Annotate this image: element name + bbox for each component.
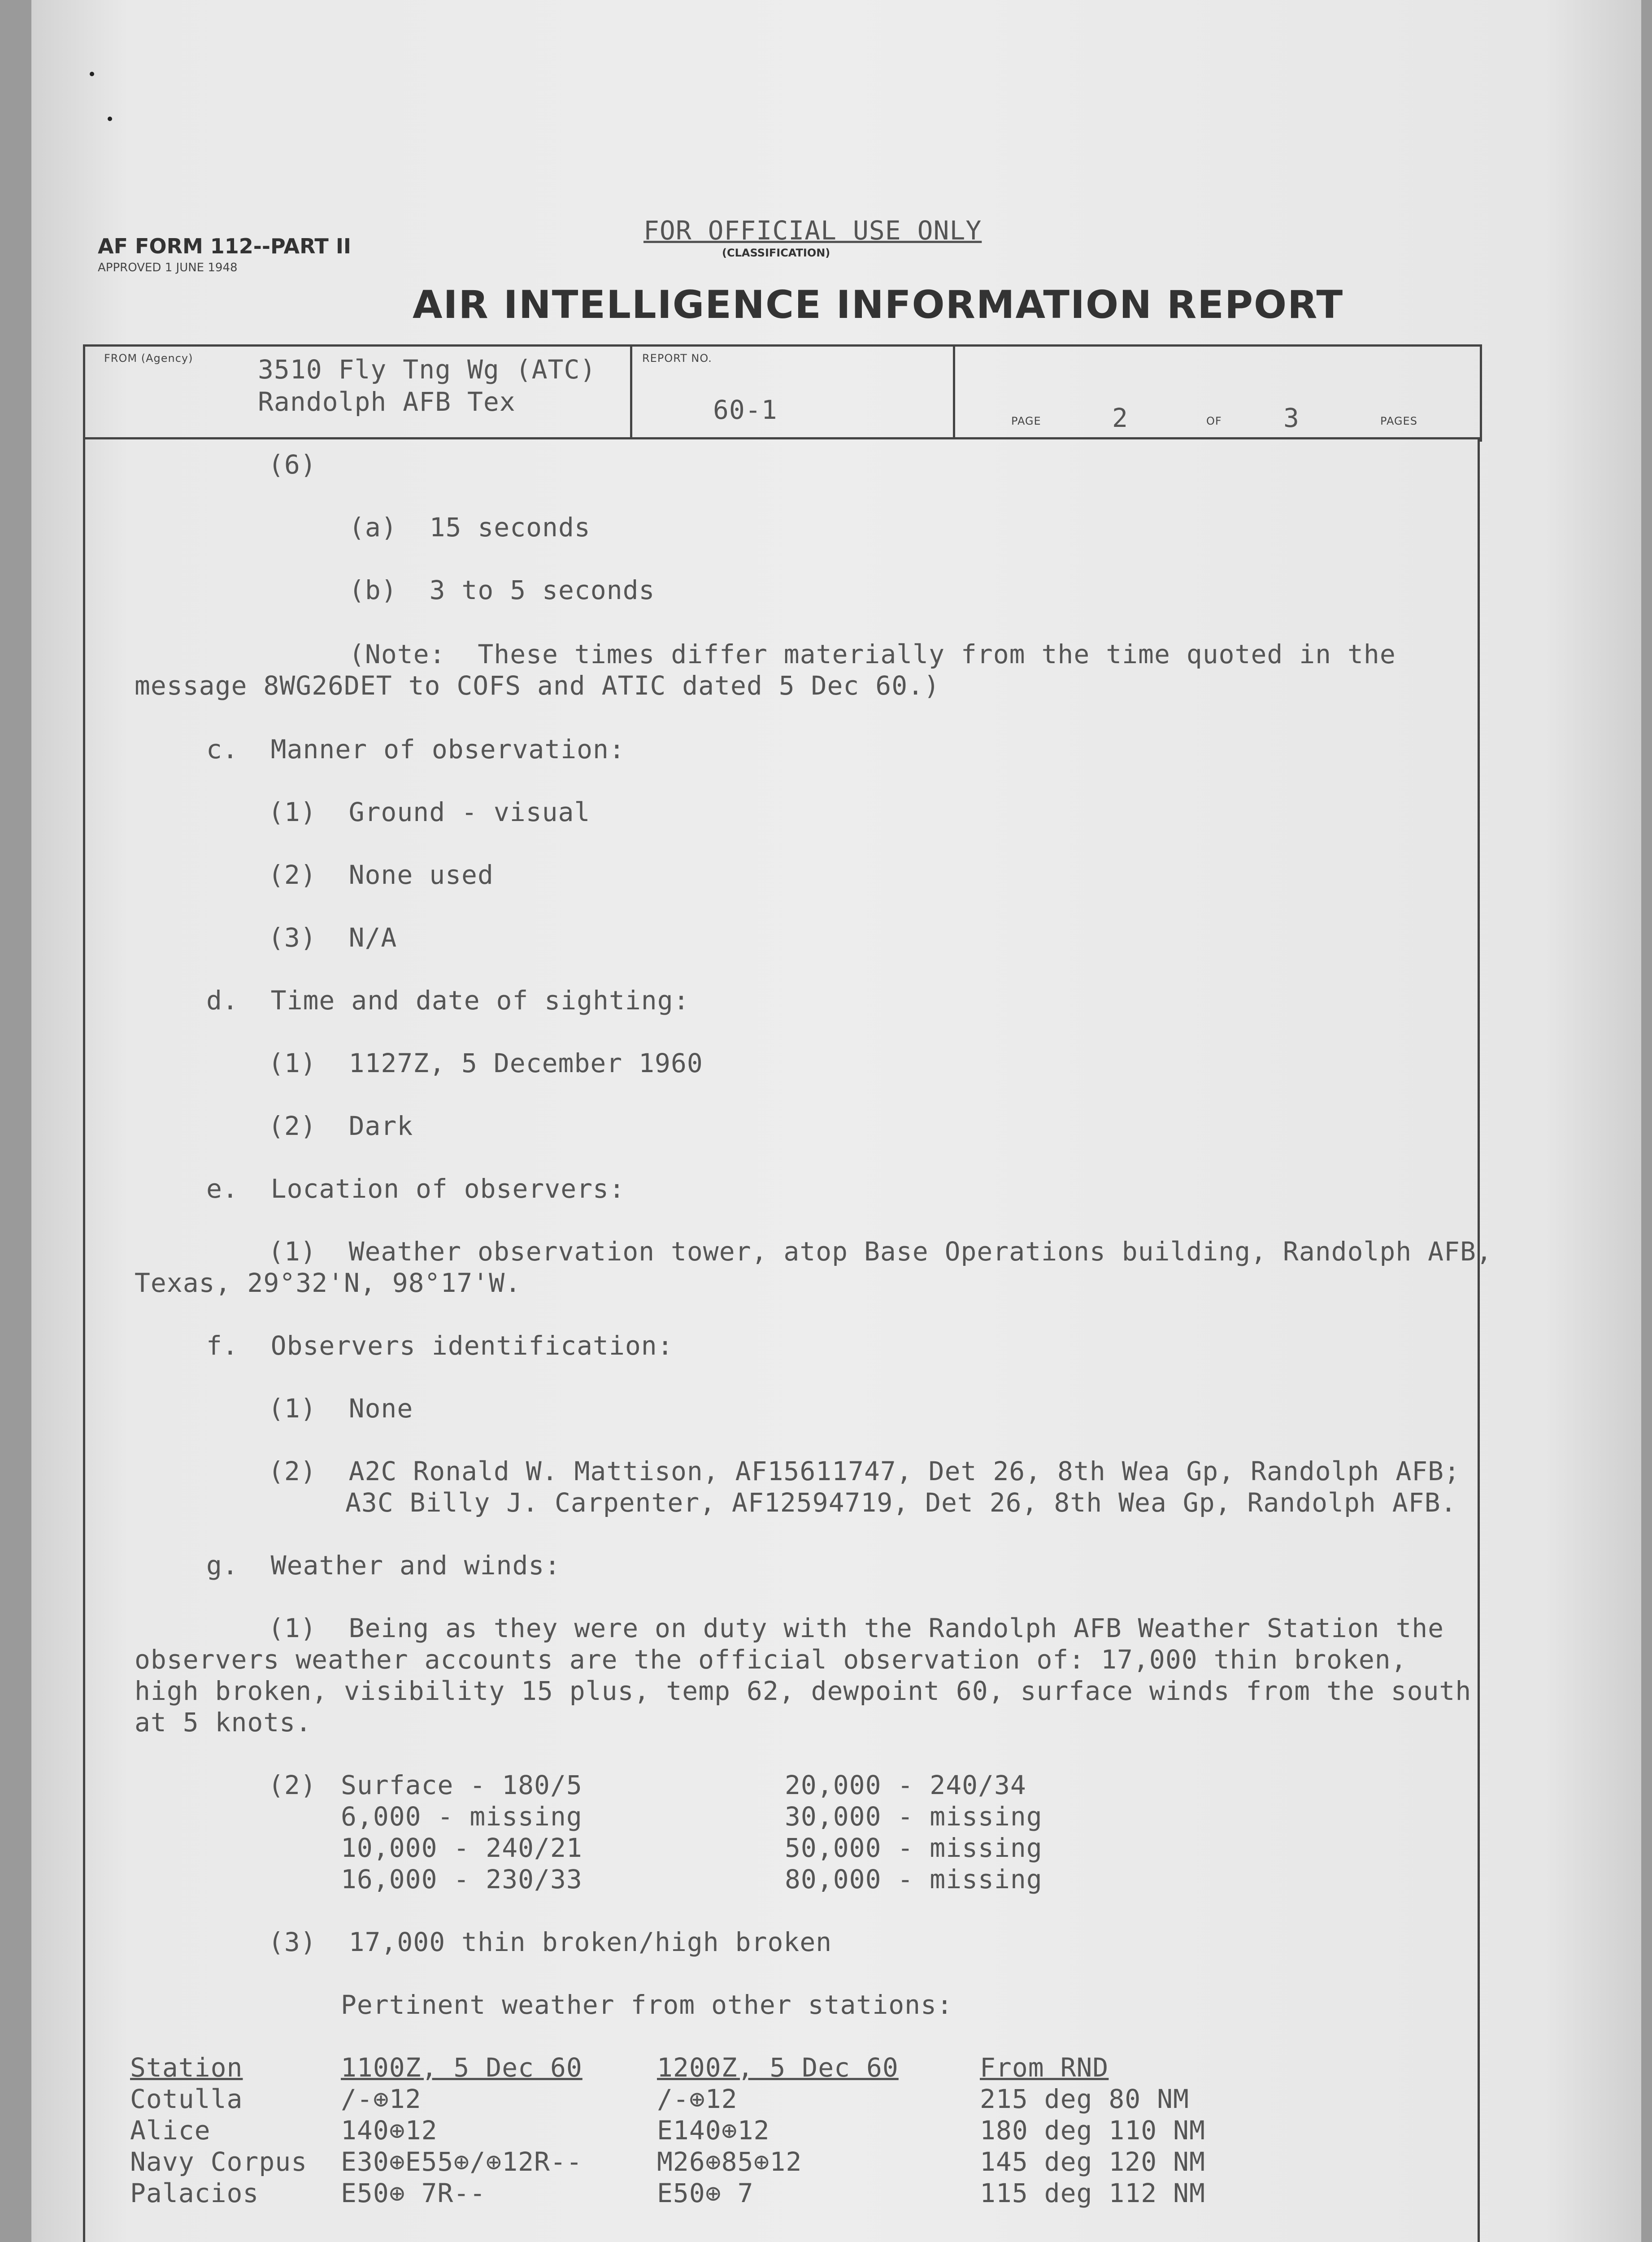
note-line2: message 8WG26DET to COFS and ATIC dated 5 Dec 60.)	[135, 670, 940, 701]
table-cell: 215 deg 80 NM	[980, 2084, 1189, 2114]
item-6: (6)	[268, 449, 317, 480]
from-line1: 3510 Fly Tng Wg (ATC)	[258, 354, 596, 385]
g-item-3: (3) 17,000 thin broken/high broken	[268, 1927, 832, 1957]
section-f-heading: f. Observers identification:	[206, 1330, 674, 1361]
winds-right-0: 20,000 - 240/34	[785, 1770, 1026, 1800]
item-6b: (b) 3 to 5 seconds	[349, 575, 655, 605]
table-cell: /-⊕12	[341, 2084, 422, 2114]
box-divider-2	[953, 344, 955, 439]
item-6a: (a) 15 seconds	[349, 512, 591, 543]
body-right-border	[1478, 437, 1480, 2242]
report-title: AIR INTELLIGENCE INFORMATION REPORT	[413, 282, 1344, 327]
c-item-2: (2) None used	[268, 860, 494, 890]
winds-left-1: 6,000 - missing	[341, 1801, 583, 1832]
table-header-from-rnd: From RND	[980, 2052, 1109, 2083]
pertinent-heading: Pertinent weather from other stations:	[341, 1990, 953, 2020]
section-e-heading: e. Location of observers:	[206, 1173, 625, 1204]
c-item-1: (1) Ground - visual	[268, 797, 591, 827]
g-item-1-line2: observers weather accounts are the official observation of: 17,000 thin broken,	[135, 1644, 1407, 1675]
table-cell: Palacios	[130, 2178, 259, 2208]
g-item-1-line3: high broken, visibility 15 plus, temp 62, dewpoint 60, surface winds from the south	[135, 1676, 1472, 1706]
winds-left-2: 10,000 - 240/21	[341, 1833, 583, 1863]
table-cell: 115 deg 112 NM	[980, 2178, 1205, 2208]
table-cell: M26⊕85⊕12	[657, 2146, 802, 2177]
page-number: 2	[1112, 403, 1128, 433]
f-item-2-line2: A3C Billy J. Carpenter, AF12594719, Det 26, 8th Wea Gp, Randolph AFB.	[345, 1487, 1457, 1518]
section-d-heading: d. Time and date of sighting:	[206, 985, 690, 1016]
of-label: OF	[1206, 415, 1222, 427]
report-no: 60-1	[713, 395, 778, 425]
page-total: 3	[1283, 403, 1300, 433]
body-left-border	[83, 437, 85, 2242]
pages-label: PAGES	[1380, 415, 1417, 427]
table-cell: /-⊕12	[657, 2084, 738, 2114]
table-cell: 145 deg 120 NM	[980, 2146, 1205, 2177]
g-item-1-line1: (1) Being as they were on duty with the Randolph AFB Weather Station the	[268, 1613, 1444, 1643]
from-label: FROM (Agency)	[104, 352, 193, 365]
table-cell: Cotulla	[130, 2084, 243, 2114]
f-item-1: (1) None	[268, 1393, 413, 1424]
c-item-3: (3) N/A	[268, 922, 397, 953]
from-line2: Randolph AFB Tex	[258, 387, 516, 417]
g-item-1-line4: at 5 knots.	[135, 1707, 312, 1738]
winds-left-0: Surface - 180/5	[341, 1770, 583, 1800]
winds-right-3: 80,000 - missing	[785, 1864, 1043, 1894]
form-id: AF FORM 112--PART II	[98, 234, 352, 258]
table-cell: 140⊕12	[341, 2115, 438, 2146]
e-item-1-line1: (1) Weather observation tower, atop Base Operations building, Randolph AFB,	[268, 1236, 1492, 1267]
classification-top: FOR OFFICIAL USE ONLY	[643, 215, 982, 246]
winds-left-3: 16,000 - 230/33	[341, 1864, 583, 1894]
approved-date: APPROVED 1 JUNE 1948	[98, 261, 238, 274]
g-item-2-label: (2)	[268, 1770, 317, 1800]
table-cell: E30⊕E55⊕/⊕12R--	[341, 2146, 583, 2177]
speck	[90, 72, 94, 76]
section-g-heading: g. Weather and winds:	[206, 1550, 561, 1581]
table-cell: E50⊕ 7	[657, 2178, 754, 2208]
winds-right-2: 50,000 - missing	[785, 1833, 1043, 1863]
page-label: PAGE	[1011, 415, 1041, 427]
report-no-label: REPORT NO.	[642, 352, 712, 365]
d-item-2: (2) Dark	[268, 1111, 413, 1141]
section-c-heading: c. Manner of observation:	[206, 734, 625, 765]
d-item-1: (1) 1127Z, 5 December 1960	[268, 1048, 703, 1078]
note-line1: (Note: These times differ materially from the time quoted in the	[349, 639, 1396, 669]
table-header-1200z: 1200Z, 5 Dec 60	[657, 2052, 899, 2083]
box-divider-1	[630, 344, 632, 439]
table-header-1100z: 1100Z, 5 Dec 60	[341, 2052, 583, 2083]
e-item-1-line2: Texas, 29°32'N, 98°17'W.	[135, 1268, 522, 1298]
table-cell: E50⊕ 7R--	[341, 2178, 486, 2208]
table-cell: 180 deg 110 NM	[980, 2115, 1205, 2146]
table-cell: Navy Corpus	[130, 2146, 308, 2177]
classification-caption-top: (CLASSIFICATION)	[722, 247, 830, 259]
box-bottom-rule	[83, 437, 1480, 439]
table-header-station: Station	[130, 2052, 243, 2083]
f-item-2-line1: (2) A2C Ronald W. Mattison, AF15611747, Det 26, 8th Wea Gp, Randolph AFB;	[268, 1456, 1461, 1486]
winds-right-1: 30,000 - missing	[785, 1801, 1043, 1832]
table-cell: E140⊕12	[657, 2115, 770, 2146]
table-cell: Alice	[130, 2115, 211, 2146]
speck	[108, 117, 112, 121]
